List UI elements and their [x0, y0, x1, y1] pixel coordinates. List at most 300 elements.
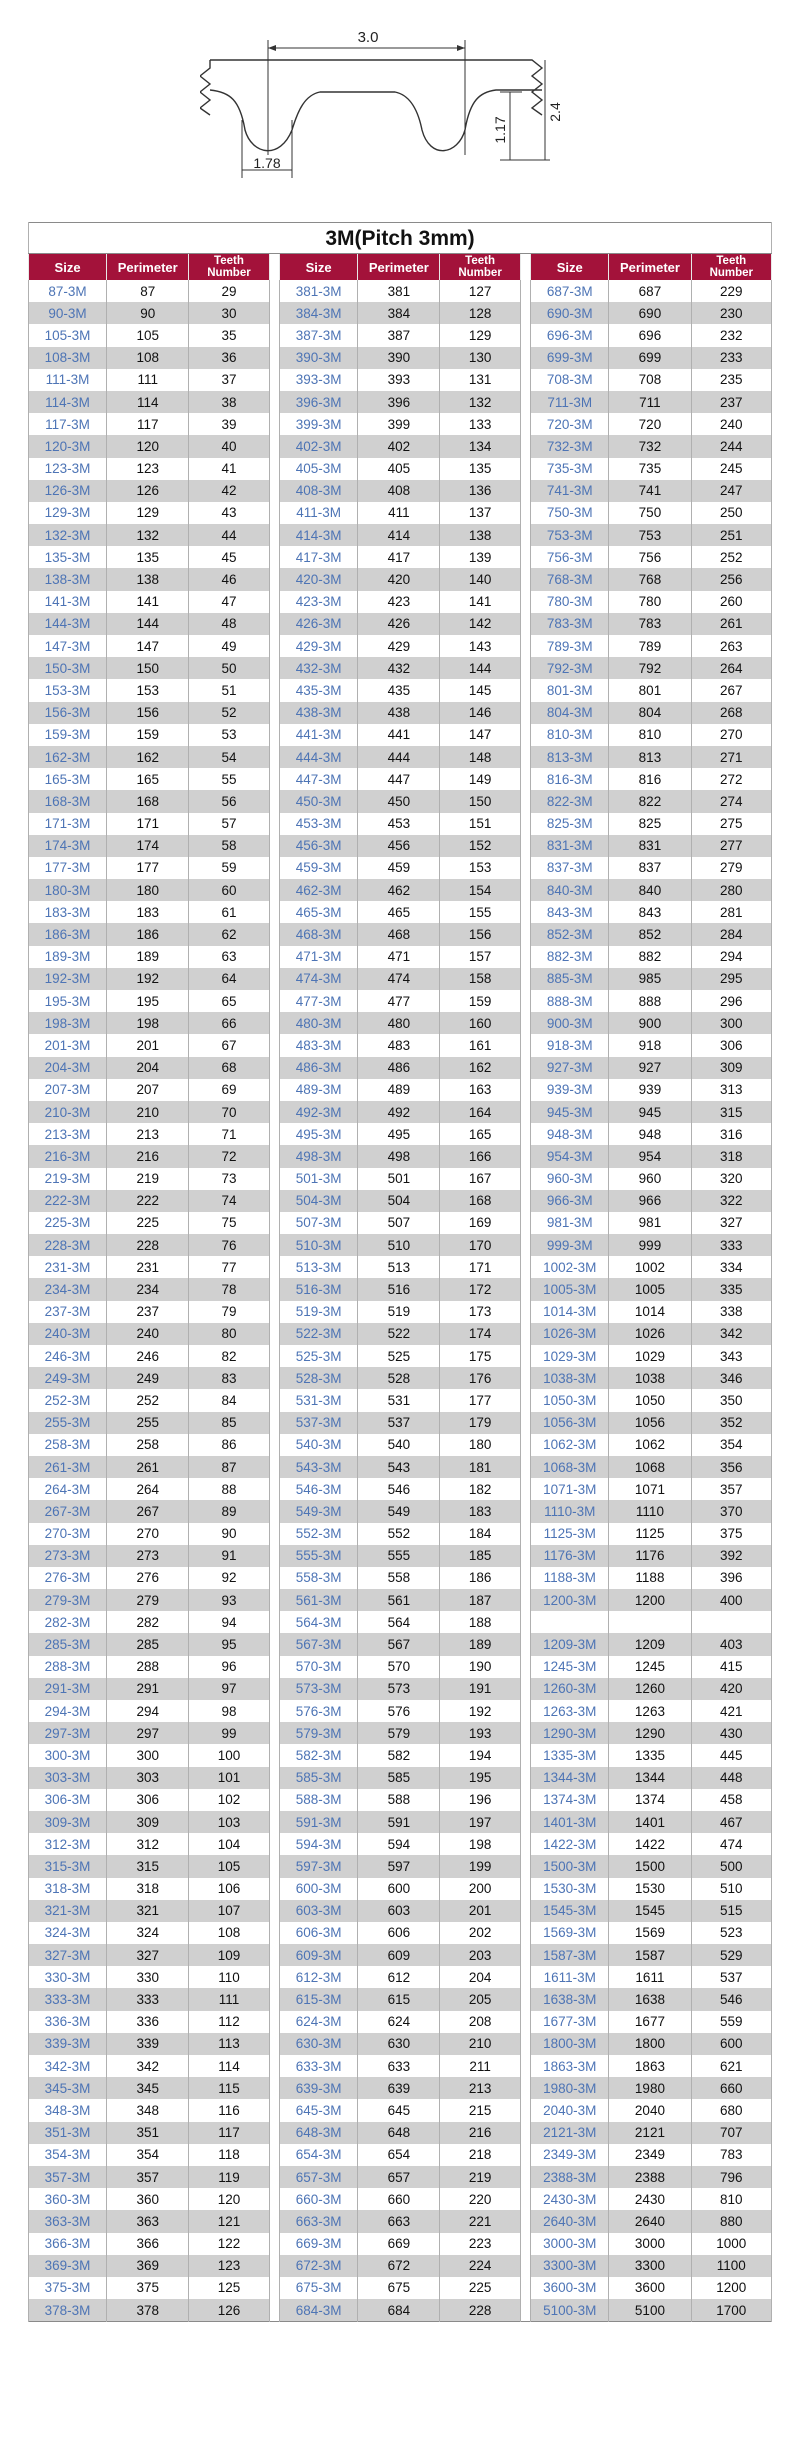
cell-perimeter: 720 — [609, 413, 691, 435]
cell-size: 801-3M — [531, 679, 609, 701]
cell-size: 672-3M — [280, 2255, 358, 2277]
column-gap — [520, 1145, 531, 1167]
table-row — [29, 2122, 772, 2144]
cell-teeth-number: 327 — [691, 1212, 771, 1234]
cell-perimeter: 510 — [358, 1234, 440, 1256]
cell-teeth-number: 56 — [189, 790, 269, 812]
cell-perimeter: 684 — [358, 2299, 440, 2322]
cell-teeth-number: 342 — [691, 1323, 771, 1345]
cell-size: 585-3M — [280, 1767, 358, 1789]
cell-perimeter: 489 — [358, 1079, 440, 1101]
column-gap — [520, 813, 531, 835]
cell-perimeter: 1071 — [609, 1478, 691, 1500]
cell-size: 939-3M — [531, 1079, 609, 1101]
cell-size: 123-3M — [29, 458, 107, 480]
cell-teeth-number: 86 — [189, 1434, 269, 1456]
cell-perimeter: 90 — [107, 302, 189, 324]
cell-size: 2388-3M — [531, 2166, 609, 2188]
column-gap — [520, 1589, 531, 1611]
cell-teeth-number: 50 — [189, 657, 269, 679]
cell-size: 285-3M — [29, 1633, 107, 1655]
cell-teeth-number: 356 — [691, 1456, 771, 1478]
column-gap — [520, 2033, 531, 2055]
cell-perimeter: 120 — [107, 435, 189, 457]
column-gap — [520, 1656, 531, 1678]
table-row — [29, 790, 772, 812]
cell-size: 261-3M — [29, 1456, 107, 1478]
cell-perimeter: 882 — [609, 946, 691, 968]
column-gap — [520, 435, 531, 457]
cell-perimeter: 699 — [609, 347, 691, 369]
table-row — [29, 635, 772, 657]
cell-teeth-number: 140 — [440, 568, 520, 590]
cell-teeth-number: 396 — [691, 1567, 771, 1589]
cell-perimeter: 3300 — [609, 2255, 691, 2277]
column-gap — [269, 1500, 280, 1522]
cell-size: 816-3M — [531, 768, 609, 790]
table-row — [29, 1545, 772, 1567]
cell-perimeter: 123 — [107, 458, 189, 480]
cell-teeth-number: 70 — [189, 1101, 269, 1123]
cell-perimeter: 1110 — [609, 1500, 691, 1522]
cell-size: 444-3M — [280, 746, 358, 768]
column-gap — [269, 2277, 280, 2299]
cell-size: 1050-3M — [531, 1389, 609, 1411]
cell-size: 174-3M — [29, 835, 107, 857]
cell-size: 309-3M — [29, 1811, 107, 1833]
cell-size: 1002-3M — [531, 1256, 609, 1278]
cell-perimeter: 2040 — [609, 2099, 691, 2121]
cell-perimeter: 180 — [107, 879, 189, 901]
cell-perimeter: 291 — [107, 1678, 189, 1700]
column-gap — [520, 1123, 531, 1145]
cell-perimeter: 633 — [358, 2055, 440, 2077]
cell-teeth-number: 229 — [691, 280, 771, 302]
cell-size: 753-3M — [531, 524, 609, 546]
cell-teeth-number: 119 — [189, 2166, 269, 2188]
cell-perimeter: 189 — [107, 946, 189, 968]
cell-size: 288-3M — [29, 1656, 107, 1678]
cell-perimeter: 1800 — [609, 2033, 691, 2055]
cell-perimeter: 687 — [609, 280, 691, 302]
cell-perimeter: 960 — [609, 1168, 691, 1190]
belt-profile-outline — [200, 60, 542, 151]
cell-perimeter: 999 — [609, 1234, 691, 1256]
cell-size: 369-3M — [29, 2255, 107, 2277]
cell-perimeter: 753 — [609, 524, 691, 546]
cell-size: 435-3M — [280, 679, 358, 701]
cell-size: 1638-3M — [531, 1988, 609, 2010]
cell-perimeter: 985 — [609, 968, 691, 990]
cell-size: 948-3M — [531, 1123, 609, 1145]
cell-teeth-number: 97 — [189, 1678, 269, 1700]
cell-size: 783-3M — [531, 613, 609, 635]
cell-teeth-number: 61 — [189, 901, 269, 923]
cell-size: 240-3M — [29, 1323, 107, 1345]
table-row — [29, 1500, 772, 1522]
cell-teeth-number: 146 — [440, 702, 520, 724]
cell-teeth-number: 203 — [440, 1944, 520, 1966]
column-gap — [520, 391, 531, 413]
cell-perimeter: 711 — [609, 391, 691, 413]
cell-size: 822-3M — [531, 790, 609, 812]
column-gap — [520, 702, 531, 724]
cell-size: 1200-3M — [531, 1589, 609, 1611]
cell-teeth-number: 284 — [691, 923, 771, 945]
cell-size: 393-3M — [280, 369, 358, 391]
cell-perimeter: 144 — [107, 613, 189, 635]
cell-perimeter: 570 — [358, 1656, 440, 1678]
cell-size: 900-3M — [531, 1012, 609, 1034]
cell-teeth-number: 352 — [691, 1412, 771, 1434]
cell-perimeter: 939 — [609, 1079, 691, 1101]
cell-perimeter: 417 — [358, 546, 440, 568]
cell-teeth-number: 268 — [691, 702, 771, 724]
cell-size: 363-3M — [29, 2210, 107, 2232]
column-gap — [269, 635, 280, 657]
cell-size: 630-3M — [280, 2033, 358, 2055]
cell-size: 522-3M — [280, 1323, 358, 1345]
cell-perimeter: 396 — [358, 391, 440, 413]
column-gap — [269, 1811, 280, 1833]
table-row — [29, 480, 772, 502]
cell-teeth-number: 90 — [189, 1523, 269, 1545]
cell-perimeter: 255 — [107, 1412, 189, 1434]
table-row — [29, 1833, 772, 1855]
cell-teeth-number: 420 — [691, 1678, 771, 1700]
cell-perimeter: 162 — [107, 746, 189, 768]
cell-perimeter: 1422 — [609, 1833, 691, 1855]
cell-teeth-number: 202 — [440, 1922, 520, 1944]
cell-perimeter: 405 — [358, 458, 440, 480]
column-gap — [269, 391, 280, 413]
cell-size: 558-3M — [280, 1567, 358, 1589]
cell-size: 588-3M — [280, 1789, 358, 1811]
cell-teeth-number: 120 — [189, 2188, 269, 2210]
table-row — [29, 657, 772, 679]
cell-perimeter: 1530 — [609, 1878, 691, 1900]
cell-teeth-number: 153 — [440, 857, 520, 879]
cell-perimeter: 1863 — [609, 2055, 691, 2077]
cell-perimeter: 408 — [358, 480, 440, 502]
cell-size: 582-3M — [280, 1744, 358, 1766]
cell-perimeter: 309 — [107, 1811, 189, 1833]
cell-teeth-number: 205 — [440, 1988, 520, 2010]
cell-teeth-number: 338 — [691, 1301, 771, 1323]
cell-teeth-number: 45 — [189, 546, 269, 568]
column-gap — [520, 2188, 531, 2210]
cell-perimeter: 2430 — [609, 2188, 691, 2210]
cell-teeth-number: 261 — [691, 613, 771, 635]
column-gap — [520, 1434, 531, 1456]
column-gap — [520, 480, 531, 502]
table-row — [29, 901, 772, 923]
cell-perimeter: 639 — [358, 2077, 440, 2099]
cell-teeth-number: 315 — [691, 1101, 771, 1123]
column-gap — [269, 813, 280, 835]
column-gap — [269, 679, 280, 701]
column-gap — [269, 435, 280, 457]
cell-perimeter: 351 — [107, 2122, 189, 2144]
cell-size: 471-3M — [280, 946, 358, 968]
cell-teeth-number: 218 — [440, 2144, 520, 2166]
cell-size: 252-3M — [29, 1389, 107, 1411]
column-gap — [269, 1145, 280, 1167]
cell-teeth-number: 621 — [691, 2055, 771, 2077]
cell-perimeter: 927 — [609, 1057, 691, 1079]
cell-teeth-number: 200 — [440, 1878, 520, 1900]
cell-teeth-number: 96 — [189, 1656, 269, 1678]
cell-perimeter: 3600 — [609, 2277, 691, 2299]
cell-teeth-number: 198 — [440, 1833, 520, 1855]
column-gap — [520, 324, 531, 346]
cell-perimeter: 606 — [358, 1922, 440, 1944]
cell-teeth-number: 118 — [189, 2144, 269, 2166]
cell-teeth-number: 122 — [189, 2233, 269, 2255]
cell-perimeter: 588 — [358, 1789, 440, 1811]
cell-perimeter: 420 — [358, 568, 440, 590]
column-gap — [520, 1034, 531, 1056]
cell-teeth-number: 176 — [440, 1367, 520, 1389]
table-row — [29, 347, 772, 369]
cell-teeth-number: 334 — [691, 1256, 771, 1278]
column-gap — [269, 369, 280, 391]
cell-teeth-number: 263 — [691, 635, 771, 657]
cell-perimeter: 900 — [609, 1012, 691, 1034]
cell-size: 981-3M — [531, 1212, 609, 1234]
column-gap — [520, 1367, 531, 1389]
cell-size: 165-3M — [29, 768, 107, 790]
table-row — [29, 2144, 772, 2166]
table-row — [29, 724, 772, 746]
column-gap — [520, 1212, 531, 1234]
cell-perimeter: 1068 — [609, 1456, 691, 1478]
column-gap — [269, 1478, 280, 1500]
column-gap — [269, 879, 280, 901]
cell-perimeter: 387 — [358, 324, 440, 346]
cell-size: 378-3M — [29, 2299, 107, 2322]
cell-size: 396-3M — [280, 391, 358, 413]
cell-size: 480-3M — [280, 1012, 358, 1034]
cell-teeth-number: 357 — [691, 1478, 771, 1500]
cell-teeth-number: 173 — [440, 1301, 520, 1323]
cell-teeth-number: 43 — [189, 502, 269, 524]
cell-perimeter: 561 — [358, 1589, 440, 1611]
column-gap — [269, 302, 280, 324]
table-row — [29, 1345, 772, 1367]
cell-teeth-number: 52 — [189, 702, 269, 724]
cell-teeth-number: 128 — [440, 302, 520, 324]
cell-teeth-number: 144 — [440, 657, 520, 679]
cell-teeth-number: 320 — [691, 1168, 771, 1190]
column-gap — [269, 2033, 280, 2055]
cell-teeth-number: 106 — [189, 1878, 269, 1900]
cell-perimeter: 657 — [358, 2166, 440, 2188]
table-row — [29, 1101, 772, 1123]
cell-size: 612-3M — [280, 1966, 358, 1988]
cell-teeth-number: 294 — [691, 946, 771, 968]
cell-size: 189-3M — [29, 946, 107, 968]
column-gap — [269, 1611, 280, 1633]
cell-size: 312-3M — [29, 1833, 107, 1855]
cell-perimeter: 735 — [609, 458, 691, 480]
cell-perimeter: 495 — [358, 1123, 440, 1145]
cell-size: 966-3M — [531, 1190, 609, 1212]
cell-size: 381-3M — [280, 280, 358, 302]
cell-teeth-number: 143 — [440, 635, 520, 657]
cell-size: 264-3M — [29, 1478, 107, 1500]
cell-size: 600-3M — [280, 1878, 358, 1900]
table-row — [29, 879, 772, 901]
cell-size: 234-3M — [29, 1278, 107, 1300]
column-gap — [520, 1012, 531, 1034]
cell-perimeter: 399 — [358, 413, 440, 435]
cell-size: 525-3M — [280, 1345, 358, 1367]
cell-perimeter: 132 — [107, 524, 189, 546]
cell-teeth-number: 400 — [691, 1589, 771, 1611]
cell-size: 1029-3M — [531, 1345, 609, 1367]
cell-size: 147-3M — [29, 635, 107, 657]
cell-teeth-number: 350 — [691, 1389, 771, 1411]
cell-size: 633-3M — [280, 2055, 358, 2077]
cell-perimeter: 501 — [358, 1168, 440, 1190]
cell-teeth-number: 370 — [691, 1500, 771, 1522]
cell-perimeter: 276 — [107, 1567, 189, 1589]
cell-size: 321-3M — [29, 1900, 107, 1922]
cell-size: 690-3M — [531, 302, 609, 324]
cell-teeth-number: 156 — [440, 923, 520, 945]
cell-perimeter: 324 — [107, 1922, 189, 1944]
cell-perimeter: 213 — [107, 1123, 189, 1145]
cell-size: 384-3M — [280, 302, 358, 324]
table-row — [29, 1012, 772, 1034]
cell-size: 495-3M — [280, 1123, 358, 1145]
column-gap — [520, 968, 531, 990]
cell-teeth-number: 135 — [440, 458, 520, 480]
cell-perimeter: 1245 — [609, 1656, 691, 1678]
cell-perimeter: 669 — [358, 2233, 440, 2255]
cell-teeth-number: 167 — [440, 1168, 520, 1190]
cell-perimeter: 252 — [107, 1389, 189, 1411]
cell-perimeter: 792 — [609, 657, 691, 679]
column-gap — [520, 1633, 531, 1655]
column-gap — [269, 1190, 280, 1212]
cell-perimeter: 813 — [609, 746, 691, 768]
cell-size: 135-3M — [29, 546, 107, 568]
cell-perimeter: 768 — [609, 568, 691, 590]
cell-teeth-number: 810 — [691, 2188, 771, 2210]
column-gap — [269, 1589, 280, 1611]
cell-size: 198-3M — [29, 1012, 107, 1034]
cell-teeth-number: 108 — [189, 1922, 269, 1944]
cell-teeth-number: 189 — [440, 1633, 520, 1655]
cell-teeth-number: 165 — [440, 1123, 520, 1145]
cell-teeth-number: 148 — [440, 746, 520, 768]
cell-perimeter: 294 — [107, 1700, 189, 1722]
cell-perimeter: 741 — [609, 480, 691, 502]
column-gap — [520, 546, 531, 568]
cell-perimeter: 159 — [107, 724, 189, 746]
cell-size: 615-3M — [280, 1988, 358, 2010]
cell-size: 162-3M — [29, 746, 107, 768]
cell-teeth-number: 30 — [189, 302, 269, 324]
cell-teeth-number: 67 — [189, 1034, 269, 1056]
table-row — [29, 369, 772, 391]
cell-size: 327-3M — [29, 1944, 107, 1966]
cell-teeth-number: 104 — [189, 1833, 269, 1855]
cell-teeth-number: 190 — [440, 1656, 520, 1678]
table-row — [29, 413, 772, 435]
cell-teeth-number: 69 — [189, 1079, 269, 1101]
cell-perimeter: 573 — [358, 1678, 440, 1700]
cell-perimeter: 114 — [107, 391, 189, 413]
table-row — [29, 1323, 772, 1345]
cell-size: 603-3M — [280, 1900, 358, 1922]
cell-size: 780-3M — [531, 591, 609, 613]
cell-perimeter: 507 — [358, 1212, 440, 1234]
cell-teeth-number: 66 — [189, 1012, 269, 1034]
cell-size: 3600-3M — [531, 2277, 609, 2299]
cell-size: 237-3M — [29, 1301, 107, 1323]
column-gap — [269, 1301, 280, 1323]
column-gap — [520, 679, 531, 701]
column-gap — [269, 1900, 280, 1922]
table-row — [29, 857, 772, 879]
cell-perimeter: 756 — [609, 546, 691, 568]
cell-teeth-number: 279 — [691, 857, 771, 879]
column-gap — [269, 1079, 280, 1101]
cell-teeth-number: 80 — [189, 1323, 269, 1345]
cell-size: 648-3M — [280, 2122, 358, 2144]
column-gap — [520, 1345, 531, 1367]
cell-size: 1500-3M — [531, 1855, 609, 1877]
column-gap — [269, 1367, 280, 1389]
cell-teeth-number: 116 — [189, 2099, 269, 2121]
cell-teeth-number: 57 — [189, 813, 269, 835]
cell-perimeter: 816 — [609, 768, 691, 790]
column-gap — [269, 2055, 280, 2077]
cell-perimeter: 654 — [358, 2144, 440, 2166]
column-gap — [269, 1434, 280, 1456]
cell-teeth-number: 210 — [440, 2033, 520, 2055]
cell-teeth-number: 177 — [440, 1389, 520, 1411]
cell-teeth-number: 275 — [691, 813, 771, 835]
column-gap — [520, 369, 531, 391]
column-gap — [269, 1389, 280, 1411]
cell-perimeter: 381 — [358, 280, 440, 302]
cell-perimeter: 126 — [107, 480, 189, 502]
cell-teeth-number: 132 — [440, 391, 520, 413]
table-row — [29, 1722, 772, 1744]
column-gap — [269, 2144, 280, 2166]
cell-size: 750-3M — [531, 502, 609, 524]
column-gap — [269, 1523, 280, 1545]
column-gap — [520, 1567, 531, 1589]
cell-size: 669-3M — [280, 2233, 358, 2255]
cell-teeth-number: 192 — [440, 1700, 520, 1722]
cell-teeth-number: 101 — [189, 1767, 269, 1789]
cell-teeth-number: 126 — [189, 2299, 269, 2322]
cell-size: 792-3M — [531, 657, 609, 679]
cell-perimeter: 609 — [358, 1944, 440, 1966]
cell-perimeter: 612 — [358, 1966, 440, 1988]
cell-teeth-number: 295 — [691, 968, 771, 990]
column-gap — [520, 1966, 531, 1988]
cell-perimeter: 231 — [107, 1256, 189, 1278]
cell-teeth-number: 129 — [440, 324, 520, 346]
cell-perimeter: 1611 — [609, 1966, 691, 1988]
cell-teeth-number: 162 — [440, 1057, 520, 1079]
